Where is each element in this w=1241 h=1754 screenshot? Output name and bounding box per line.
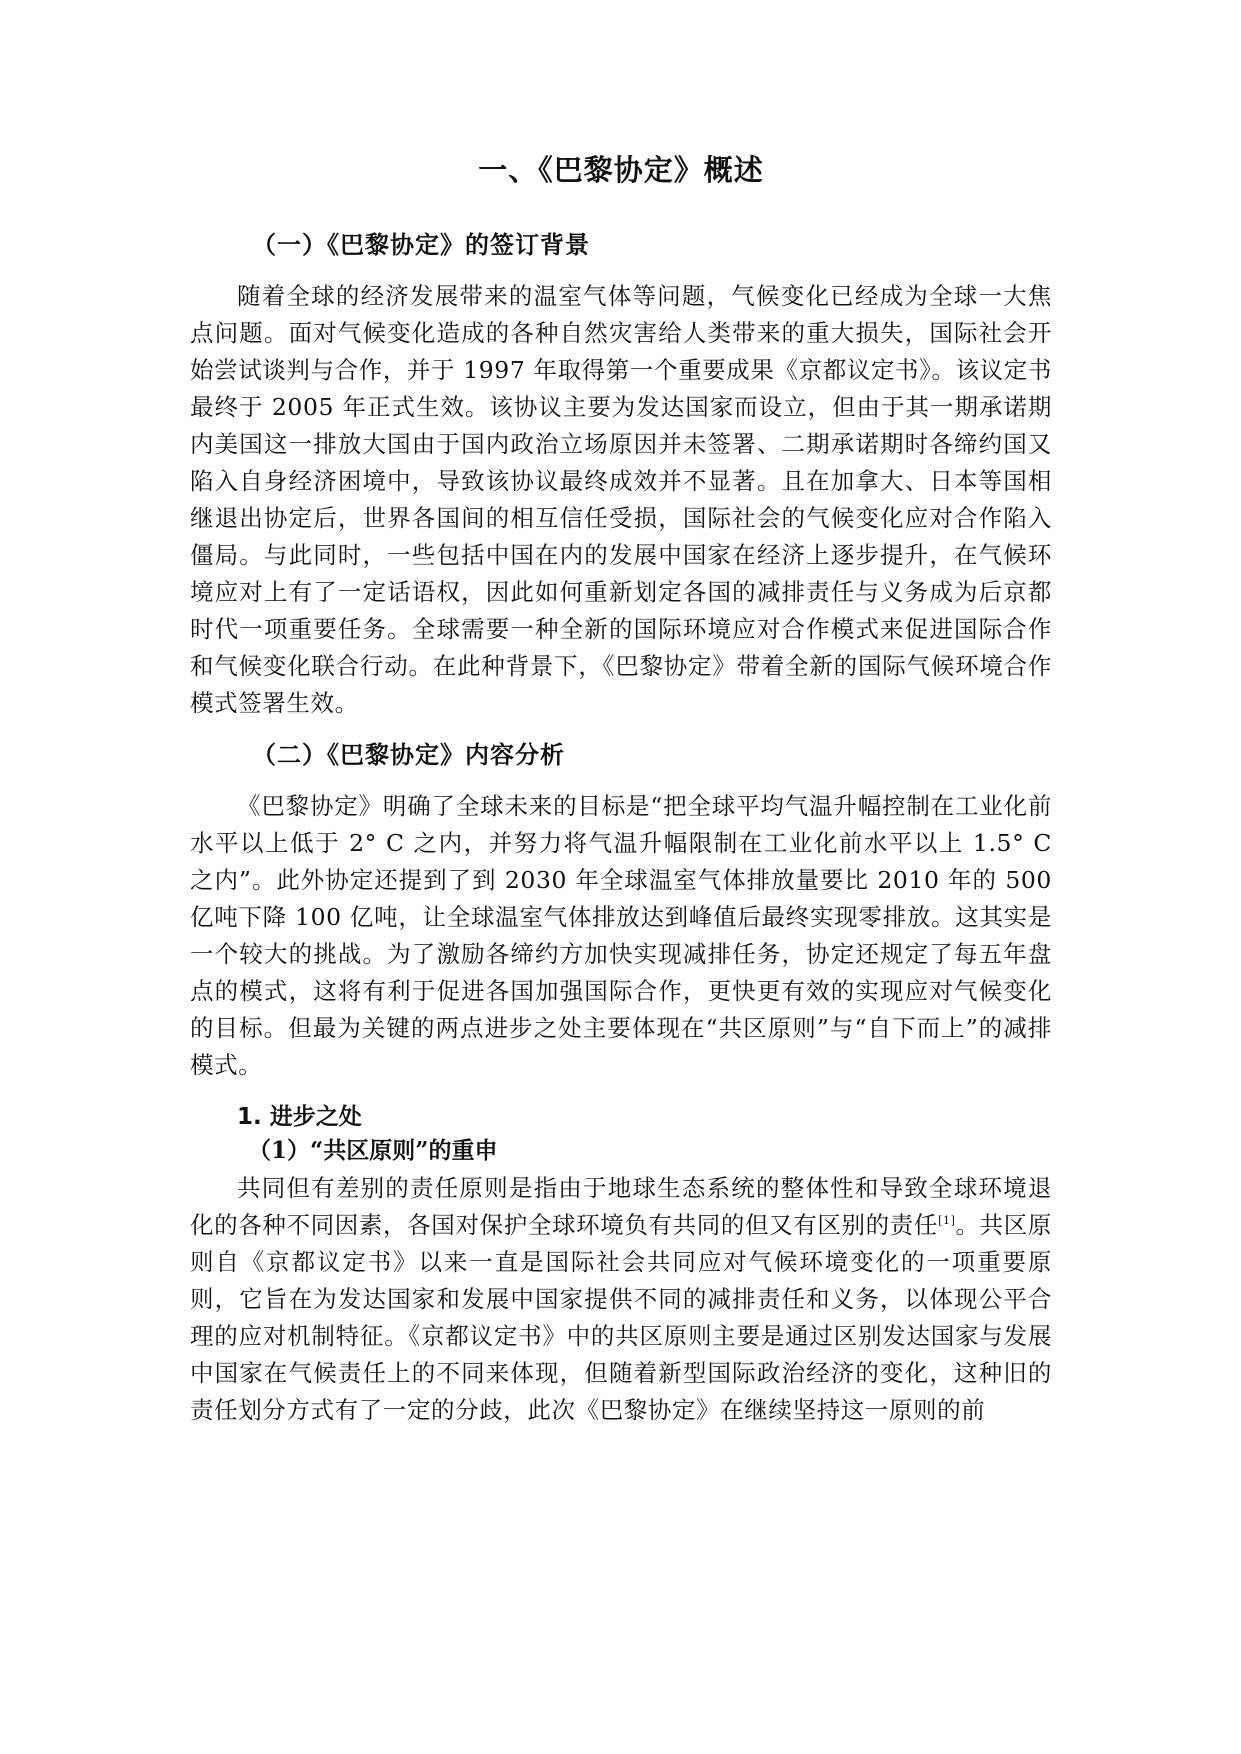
document-body xyxy=(190,150,1052,1445)
principle-paragraph xyxy=(190,1170,1052,1429)
section-heading-background: （一）《巴黎协定》的签订背景 xyxy=(252,231,590,259)
citation-marker: [1] xyxy=(938,1214,956,1228)
subsection-heading-progress: 1. 进步之处 xyxy=(237,1104,362,1130)
background-paragraph: 随着全球的经济发展带来的温室气体等问题，气候变化已经成为全球一大焦点问题。面对气候变化造成的各种自然灾害给人类带来的重大损失，国际社会开始尝试谈判与合作，并于 1997 年取得第一个重要成果《京都议定书》。该议定书最终于 2005 年正式生效。该协议主要为发达国家而设立，但由于其一期承诺期内美国这一排放大国由于国内政治立场原因并未签署、二期承诺期时各缔约国又陷入自身经济困境中，导致该协议最终成效并不显著。且在加拿大、日本等国相继退出协定后，世界各国间的相互信任受损，国际社会的气候变化应对合作陷入僵局。与此同时，一些包括中国在内的发展中国家在经济上逐步提升，在气候环境应对上有了一定话语权，因此如何重新划定各国的减排责任与义务成为后京都时代一项重要任务。全球需要一种全新的国际环境应对合作模式来促进国际合作和气候变化联合行动。在此种背景下，《巴黎协定》带着全新的国际气候环境合作模式签署生效。 xyxy=(190,282,1052,717)
section-heading-content-analysis: （二）《巴黎协定》内容分析 xyxy=(252,741,565,769)
item-heading-principle: （1）“共区原则”的重申 xyxy=(248,1137,498,1164)
page-title: 一、《巴黎协定》概述 xyxy=(478,153,764,187)
content-analysis-paragraph: 《巴黎协定》明确了全球未来的目标是“把全球平均气温升幅控制在工业化前水平以上低于 2° C 之内，并努力将气温升幅限制在工业化前水平以上 1.5° C 之内”。此外协定还提到了到 2030 年全球温室气体排放量要比 2010 年的 500 亿吨下降 100 亿吨，让全球温室气体排放达到峰值后最终实现零排放。这其实是一个较大的挑战。为了激励各缔约方加快实现减排任务，协定还规定了每五年盘点的模式，这将有利于促进各国加强国际合作，更快更有效的实现应对气候变化的目标。但最为关键的两点进步之处主要体现在“共区原则”与“自下而上”的减排模式。 xyxy=(190,792,1052,1079)
principle-text-part1: 共同但有差别的责任原则是指由于地球生态系统的整体性和导致全球环境退化的各种不同因素，各国对保护全球环境负有共同的但又有区别的责任 xyxy=(190,1174,1052,1239)
principle-text-part2: 。共区原则自《京都议定书》以来一直是国际社会共同应对气候环境变化的一项重要原则，它旨在为发达国家和发展中国家提供不同的减排责任和义务，以体现公平合理的应对机制特征。《京都议定书》中的共区原则主要是通过区别发达国家与发展中国家在气候责任上的不同来体现，但随着新型国际政治经济的变化，这种旧的责任划分方式有了一定的分歧，此次《巴黎协定》在继续坚持这一原则的前 xyxy=(190,1211,1052,1424)
